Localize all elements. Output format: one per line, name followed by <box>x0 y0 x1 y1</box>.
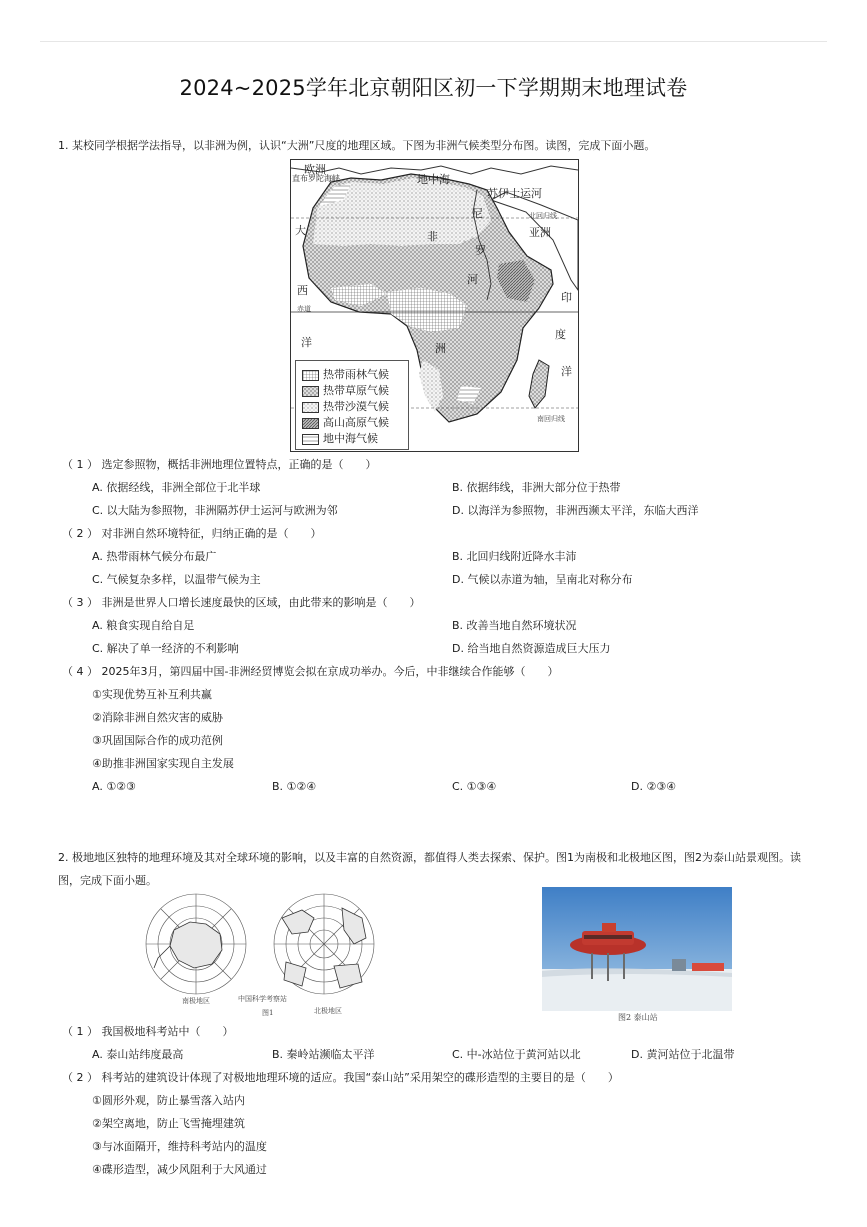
label-asia: 亚洲 <box>529 226 551 239</box>
label-ni: 尼 <box>472 207 483 220</box>
legend-item: 热带沙漠气候 <box>302 398 389 411</box>
page-title: 2024~2025学年北京朝阳区初一下学期期末地理试卷 <box>179 76 688 100</box>
q1-sub3-stem: （ 3 ） 非洲是世界人口增长速度最快的区域，由此带来的影响是（ ） <box>62 596 421 609</box>
legend-item: 高山高原气候 <box>302 414 389 427</box>
q1-sub2-option-d[interactable]: D. 气候以赤道为轴，呈南北对称分布 <box>452 573 633 586</box>
label-yang-indian: 洋 <box>561 365 572 378</box>
label-he: 河 <box>467 273 478 286</box>
q1-sub4-stem: （ 4 ） 2025年3月，第四届中国-非洲经贸博览会拟在京成功举办。今后，中非继续合作能够（ ） <box>62 665 559 678</box>
label-luo: 罗 <box>475 244 486 257</box>
mediterranean-swatch <box>302 434 319 445</box>
antarctic-map <box>136 888 258 1006</box>
label-xi: 西 <box>297 284 308 297</box>
q1-sub2-option-c[interactable]: C. 气候复杂多样，以温带气候为主 <box>92 573 261 586</box>
label-gibraltar: 直布罗陀海峡 <box>292 174 340 183</box>
q1-sub1-stem: （ 1 ） 选定参照物，概括非洲地理位置特点，正确的是（ ） <box>62 458 377 471</box>
q2-sub2-stem: （ 2 ） 科考站的建筑设计体现了对极地地理环境的适应。我国“泰山站”采用架空的碟形造型的主要目的是（ ） <box>62 1071 619 1084</box>
desert-swatch <box>302 402 319 413</box>
q2-sub1-option-a[interactable]: A. 泰山站纬度最高 <box>92 1048 184 1061</box>
label-equator: 赤道 <box>297 305 311 313</box>
label-du: 度 <box>555 328 566 341</box>
header-rule <box>40 41 827 42</box>
q2-stem: 2. 极地地区独特的地理环境及其对全球环境的影响，以及丰富的自然资源，都值得人类去探索、保护。图1为南极和北极地区图，图2为泰山站景观图。读图，完成下面小题。 <box>58 851 801 887</box>
highland-swatch <box>302 418 319 429</box>
q1-sub1-option-d[interactable]: D. 以海洋为参照物，非洲西濒太平洋，东临大西洋 <box>452 504 699 517</box>
taishan-station-photo <box>542 887 732 1011</box>
legend-item: 热带草原气候 <box>302 382 389 395</box>
q1-sub4-option-a[interactable]: A. ①②③ <box>92 780 136 793</box>
station-legend: 中国科学考察站 <box>238 995 287 1003</box>
legend-item: 热带雨林气候 <box>302 366 389 379</box>
label-zhou: 洲 <box>435 342 446 355</box>
label-fei: 非 <box>427 230 438 243</box>
q1-sub1-option-b[interactable]: B. 依据纬线，非洲大部分位于热带 <box>452 481 621 494</box>
q2-sub1-option-d[interactable]: D. 黄河站位于北温带 <box>631 1048 735 1061</box>
q1-sub3-option-d[interactable]: D. 给当地自然资源造成巨大压力 <box>452 642 611 655</box>
q2-sub1-option-b[interactable]: B. 秦岭站濒临太平洋 <box>272 1048 375 1061</box>
map-legend <box>295 360 409 450</box>
label-yin: 印 <box>561 291 572 304</box>
q1-sub3-option-c[interactable]: C. 解决了单一经济的不利影响 <box>92 642 239 655</box>
q1-sub4-item-2: ②消除非洲自然灾害的威胁 <box>92 711 223 724</box>
arctic-caption: 北极地区 <box>314 1007 342 1015</box>
taishan-station-illustration <box>542 887 732 1011</box>
q1-sub1-option-a[interactable]: A. 依据经线，非洲全部位于北半球 <box>92 481 261 494</box>
arctic-map-graphic <box>262 888 384 1006</box>
label-europe: 欧洲 <box>304 163 326 176</box>
q1-sub4-item-3: ③巩固国际合作的成功范例 <box>92 734 223 747</box>
q2-sub2-item-2: ②架空离地，防止飞雪掩埋建筑 <box>92 1117 245 1130</box>
label-mediterranean: 地中海 <box>417 173 450 186</box>
q1-sub2-option-b[interactable]: B. 北回归线附近降水丰沛 <box>452 550 577 563</box>
antarctic-caption: 南极地区 <box>182 997 210 1005</box>
q1-sub3-option-a[interactable]: A. 粮食实现自给自足 <box>92 619 195 632</box>
label-tropic-north: 北回归线 <box>529 212 557 220</box>
africa-climate-map <box>290 159 579 452</box>
q2-sub2-item-3: ③与冰面隔开，维持科考站内的温度 <box>92 1140 267 1153</box>
q1-sub4-option-d[interactable]: D. ②③④ <box>631 780 677 793</box>
label-suez: 苏伊士运河 <box>487 187 542 200</box>
figure-2-caption: 图2 泰山站 <box>618 1013 658 1022</box>
antarctic-map-graphic <box>136 888 258 1006</box>
rainforest-swatch <box>302 370 319 381</box>
legend-item: 地中海气候 <box>302 430 378 443</box>
q1-sub2-stem: （ 2 ） 对非洲自然环境特征，归纳正确的是（ ） <box>62 527 322 540</box>
savanna-swatch <box>302 386 319 397</box>
q1-sub4-option-c[interactable]: C. ①③④ <box>452 780 497 793</box>
q2-sub2-item-1: ①圆形外观，防止暴雪落入站内 <box>92 1094 245 1107</box>
q1-stem: 1. 某校同学根据学法指导，以非洲为例，认识“大洲”尺度的地理区域。下图为非洲气候类型分布图。读图，完成下面小题。 <box>58 139 656 152</box>
q1-sub2-option-a[interactable]: A. 热带雨林气候分布最广 <box>92 550 217 563</box>
q1-sub3-option-b[interactable]: B. 改善当地自然环境状况 <box>452 619 577 632</box>
label-da: 大 <box>295 224 306 237</box>
label-yang-atlantic: 洋 <box>301 336 312 349</box>
q2-sub2-item-4: ④碟形造型，减少风阻利于大风通过 <box>92 1163 267 1176</box>
q1-sub4-item-1: ①实现优势互补互利共赢 <box>92 688 212 701</box>
label-tropic-south: 南回归线 <box>537 415 565 423</box>
q1-sub1-option-c[interactable]: C. 以大陆为参照物，非洲隔苏伊士运河与欧洲为邻 <box>92 504 338 517</box>
q1-sub4-option-b[interactable]: B. ①②④ <box>272 780 317 793</box>
q2-sub1-option-c[interactable]: C. 中-冰站位于黄河站以北 <box>452 1048 581 1061</box>
q1-sub4-item-4: ④助推非洲国家实现自主发展 <box>92 757 234 770</box>
figure-1-label: 图1 <box>262 1009 274 1017</box>
q2-sub1-stem: （ 1 ） 我国极地科考站中（ ） <box>62 1025 234 1038</box>
